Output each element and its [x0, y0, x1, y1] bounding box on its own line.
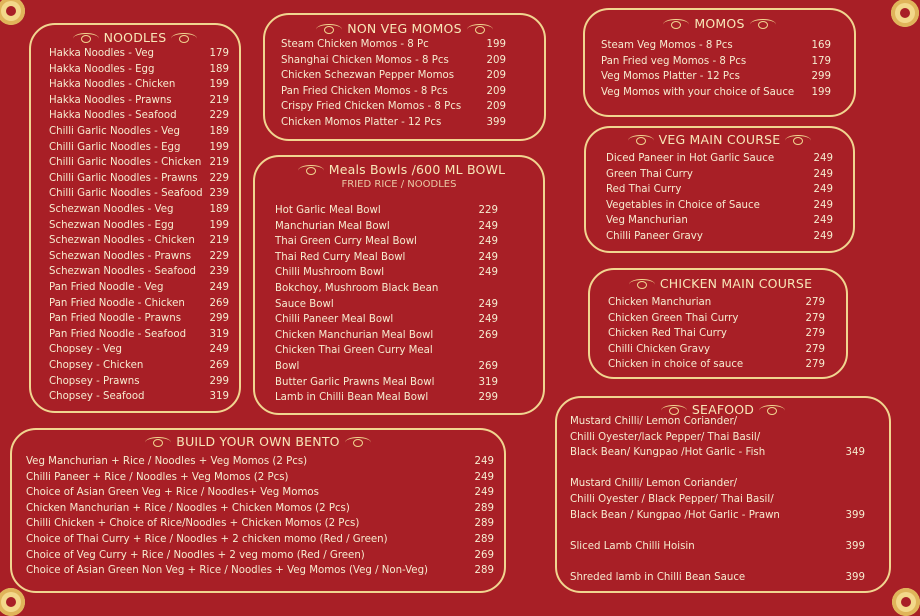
menu-item-name: Pan Fried Chicken Momos - 8 Pcs — [281, 85, 448, 97]
menu-item-name: Chopsey - Seafood — [49, 391, 145, 403]
menu-item-price: 249 — [478, 314, 498, 326]
menu-item-price: 249 — [813, 215, 833, 227]
menu-item-name: Chopsey - Chicken — [49, 360, 144, 371]
menu-item-name: Choice of Asian Green Non Veg + Rice / Noodles + Veg Momos (Veg / Non-Veg) — [26, 565, 429, 577]
noodles-title: NOODLES — [31, 30, 239, 45]
menu-item-price: 199 — [486, 39, 506, 50]
menu-item-name: Choice of Thai Curry + Rice / Noodles + 2 chicken momo (Red / Green) — [26, 534, 388, 545]
menu-item-price: 179 — [811, 55, 831, 67]
menu-item-name: Shreded lamb in Chilli Bean Sauce — [570, 572, 746, 583]
menu-item-price: 249 — [478, 251, 498, 263]
menu-item-name: Veg Momos Platter - 12 Pcs — [601, 71, 740, 83]
menu-item-price: 209 — [486, 101, 506, 113]
menu-item-name: Hakka Noodles - Veg — [49, 48, 155, 59]
menu-item-name: Hakka Noodles - Egg — [49, 63, 155, 75]
menu-item-name: Chilli Garlic Noodles - Veg — [49, 126, 180, 137]
cloud-ornament-icon — [750, 19, 776, 30]
menu-item-name: Sliced Lamb Chilli Hoisin — [570, 540, 695, 552]
menu-item-name: Butter Garlic Prawns Meal Bowl — [275, 376, 435, 388]
menu-item-name: Chicken Thai Green Curry Meal — [275, 345, 433, 357]
menu-item-name: Chicken Manchurian — [608, 297, 712, 308]
menu-item-name: Mustard Chilli/ Lemon Coriander/ — [570, 478, 738, 490]
nonveg-momos-panel — [263, 13, 546, 141]
menu-item-price: 399 — [845, 572, 865, 583]
menu-item-name: Hakka Noodles - Prawns — [49, 94, 172, 106]
menu-item-name: Chilli Paneer + Rice / Noodles + Veg Momos (2 Pcs) — [26, 471, 289, 483]
cloud-ornament-icon — [73, 33, 99, 44]
menu-item-name: Bowl — [275, 361, 300, 372]
menu-item-name: Chilli Mushroom Bowl — [275, 267, 385, 279]
menu-item-price: 199 — [209, 79, 229, 91]
cloud-ornament-icon — [145, 437, 171, 448]
menu-item-price: 219 — [209, 157, 229, 169]
menu-item-name: Pan Fried Noodle - Chicken — [49, 297, 185, 309]
menu-item-price: 269 — [209, 360, 229, 371]
menu-item-price: 319 — [478, 376, 498, 388]
menu-item-name: Chopsey - Prawns — [49, 375, 140, 387]
menu-item-price: 249 — [209, 344, 229, 356]
cloud-ornament-icon — [661, 405, 687, 416]
menu-item-name: Bokchoy, Mushroom Black Bean — [275, 283, 439, 294]
menu-item-price: 289 — [474, 534, 494, 545]
menu-item-name: Chicken in choice of sauce — [608, 359, 744, 371]
menu-item-name: Chilli Garlic Noodles - Chicken — [49, 157, 202, 169]
menu-item-name: Diced Paneer in Hot Garlic Sauce — [606, 153, 775, 164]
menu-item-name: Shanghai Chicken Momos - 8 Pcs — [281, 54, 449, 66]
menu-item-name: Schezwan Noodles - Egg — [49, 219, 174, 231]
menu-item-price: 249 — [474, 487, 494, 499]
corner-ornament-bottom-left — [0, 588, 25, 616]
menu-item-price: 279 — [805, 328, 825, 340]
menu-item-price: 279 — [805, 312, 825, 324]
meals-panel — [253, 155, 545, 415]
cloud-ornament-icon — [663, 19, 689, 30]
chicken-main-panel — [588, 268, 848, 379]
momos-panel — [583, 8, 856, 117]
menu-item-price: 269 — [478, 329, 498, 341]
menu-item-price: 269 — [474, 549, 494, 561]
menu-item-price: 399 — [845, 509, 865, 521]
menu-item-price: 279 — [805, 359, 825, 371]
menu-item-name: Pan Fried Noodle - Veg — [49, 282, 164, 293]
menu-item-name: Chilli Garlic Noodles - Seafood — [49, 188, 203, 200]
menu-item-price: 299 — [209, 375, 229, 387]
menu-item-name: Manchurian Meal Bowl — [275, 220, 390, 232]
menu-item-price: 249 — [813, 184, 833, 196]
cloud-ornament-icon — [628, 135, 654, 146]
seafood-panel — [555, 396, 891, 593]
cloud-ornament-icon — [629, 279, 655, 290]
veg-main-panel — [584, 126, 855, 253]
menu-item-price: 289 — [474, 502, 494, 514]
menu-item-price: 249 — [478, 236, 498, 248]
menu-item-name: Chicken Red Thai Curry — [608, 328, 727, 340]
menu-item-name: Chopsey - Veg — [49, 344, 122, 356]
menu-item-name: Lamb in Chilli Bean Meal Bowl — [275, 392, 429, 404]
menu-item-price: 319 — [209, 391, 229, 403]
menu-item-name: Chilli Oyester / Black Pepper/ Thai Basil/ — [570, 494, 774, 505]
menu-item-price: 249 — [474, 471, 494, 483]
menu-item-name: Schezwan Noodles - Prawns — [49, 250, 192, 262]
menu-item-price: 279 — [805, 297, 825, 308]
cloud-ornament-icon — [298, 165, 324, 176]
meals-title: Meals Bowls /600 ML BOWL — [255, 162, 543, 177]
menu-item-name: Hakka Noodles - Chicken — [49, 79, 176, 91]
menu-item-price: 229 — [209, 172, 229, 184]
menu-item-price: 279 — [805, 343, 825, 355]
menu-item-price: 229 — [209, 110, 229, 122]
menu-item-price: 209 — [486, 54, 506, 66]
menu-item-name: Veg Momos with your choice of Sauce — [601, 86, 795, 98]
menu-item-price: 249 — [813, 153, 833, 164]
noodles-panel — [29, 23, 241, 413]
bento-title: BUILD YOUR OWN BENTO — [12, 434, 504, 449]
menu-item-price: 299 — [811, 71, 831, 83]
menu-item-price: 249 — [474, 456, 494, 467]
momos-title: MOMOS — [585, 16, 854, 31]
menu-item-price: 249 — [478, 220, 498, 232]
menu-item-price: 179 — [209, 48, 229, 59]
menu-item-price: 249 — [813, 199, 833, 211]
menu-item-name: Chicken Green Thai Curry — [608, 312, 739, 324]
menu-item-name: Steam Veg Momos - 8 Pcs — [601, 40, 733, 51]
menu-item-name: Thai Green Curry Meal Bowl — [275, 236, 417, 248]
menu-item-price: 289 — [474, 518, 494, 530]
menu-item-name: Hakka Noodles - Seafood — [49, 110, 177, 122]
menu-item-price: 249 — [478, 298, 498, 310]
menu-item-name: Pan Fried Noodle - Seafood — [49, 328, 187, 340]
menu-item-name: Chilli Paneer Meal Bowl — [275, 314, 394, 326]
menu-item-price: 399 — [486, 117, 506, 128]
menu-item-name: Veg Manchurian — [606, 215, 688, 227]
menu-item-price: 239 — [209, 266, 229, 278]
menu-item-price: 209 — [486, 70, 506, 82]
menu-item-name: Crispy Fried Chicken Momos - 8 Pcs — [281, 101, 462, 113]
menu-item-name: Pan Fried veg Momos - 8 Pcs — [601, 55, 747, 67]
menu-item-price: 209 — [486, 85, 506, 97]
menu-item-price: 229 — [478, 205, 498, 216]
seafood-title: SEAFOOD — [557, 402, 889, 417]
menu-item-name: Green Thai Curry — [606, 168, 693, 180]
menu-item-name: Mustard Chilli/ Lemon Coriander/ — [570, 416, 738, 427]
menu-item-name: Chicken Momos Platter - 12 Pcs — [281, 117, 442, 128]
menu-item-price: 189 — [209, 63, 229, 75]
menu-item-price: 289 — [474, 565, 494, 577]
menu-item-price: 269 — [209, 297, 229, 309]
cloud-ornament-icon — [171, 33, 197, 44]
corner-ornament-top-right — [891, 0, 919, 27]
menu-item-name: Choice of Asian Green Veg + Rice / Noodles+ Veg Momos — [26, 487, 319, 499]
veg-main-title: VEG MAIN COURSE — [586, 132, 853, 147]
menu-item-name: Veg Manchurian + Rice / Noodles + Veg Momos (2 Pcs) — [26, 456, 308, 467]
menu-item-name: Chilli Oyester/lack Pepper/ Thai Basil/ — [570, 431, 761, 443]
menu-item-name: Schezwan Noodles - Veg — [49, 204, 174, 215]
menu-item-price: 349 — [845, 447, 865, 459]
menu-item-name: Red Thai Curry — [606, 184, 682, 196]
cloud-ornament-icon — [467, 24, 493, 35]
menu-item-price: 269 — [478, 361, 498, 372]
cloud-ornament-icon — [759, 405, 785, 416]
menu-item-name: Chilli Garlic Noodles - Prawns — [49, 172, 198, 184]
meals-subtitle: FRIED RICE / NOODLES — [341, 179, 457, 190]
menu-item-name: Steam Chicken Momos - 8 Pc — [281, 39, 429, 50]
menu-item-name: Schezwan Noodles - Chicken — [49, 235, 195, 247]
cloud-ornament-icon — [785, 135, 811, 146]
menu-item-price: 249 — [478, 267, 498, 279]
menu-item-name: Chicken Schezwan Pepper Momos — [281, 70, 455, 82]
menu-item-price: 219 — [209, 94, 229, 106]
menu-item-name: Chicken Manchurian Meal Bowl — [275, 329, 434, 341]
menu-item-name: Sauce Bowl — [275, 298, 334, 310]
menu-item-price: 399 — [845, 540, 865, 552]
chicken-main-title: CHICKEN MAIN COURSE — [590, 276, 846, 291]
menu-item-price: 319 — [209, 328, 229, 340]
menu-item-price: 229 — [209, 250, 229, 262]
menu-item-name: Chilli Garlic Noodles - Egg — [49, 141, 181, 153]
menu-item-price: 249 — [813, 231, 833, 242]
menu-item-price: 299 — [478, 392, 498, 404]
menu-item-name: Chilli Chicken + Choice of Rice/Noodles + Chicken Momos (2 Pcs) — [26, 518, 360, 530]
menu-item-name: Chilli Paneer Gravy — [606, 231, 703, 242]
menu-item-price: 199 — [209, 141, 229, 153]
menu-item-price: 189 — [209, 126, 229, 137]
menu-item-price: 239 — [209, 188, 229, 200]
menu-item-name: Chilli Chicken Gravy — [608, 343, 711, 355]
bento-panel — [10, 428, 506, 593]
menu-item-price: 299 — [209, 313, 229, 325]
menu-item-price: 169 — [811, 40, 831, 51]
menu-item-price: 189 — [209, 204, 229, 215]
menu-item-name: Choice of Veg Curry + Rice / Noodles + 2 veg momo (Red / Green) — [26, 549, 365, 561]
menu-item-price: 249 — [209, 282, 229, 293]
cloud-ornament-icon — [316, 24, 342, 35]
menu-item-name: Pan Fried Noodle - Prawns — [49, 313, 182, 325]
menu-item-price: 199 — [209, 219, 229, 231]
menu-item-name: Vegetables in Choice of Sauce — [606, 199, 760, 211]
menu-item-price: 219 — [209, 235, 229, 247]
corner-ornament-top-left — [0, 0, 25, 25]
menu-item-name: Black Bean / Kungpao /Hot Garlic - Prawn — [570, 509, 780, 521]
menu-item-name: Thai Red Curry Meal Bowl — [275, 251, 406, 263]
menu-item-name: Black Bean/ Kungpao /Hot Garlic - Fish — [570, 447, 766, 459]
menu-item-name: Chicken Manchurian + Rice / Noodles + Chicken Momos (2 Pcs) — [26, 502, 350, 514]
nonveg-momos-title: NON VEG MOMOS — [265, 21, 544, 36]
cloud-ornament-icon — [345, 437, 371, 448]
menu-item-price: 199 — [811, 86, 831, 98]
menu-item-name: Hot Garlic Meal Bowl — [275, 205, 381, 216]
menu-item-price: 249 — [813, 168, 833, 180]
menu-item-name: Schezwan Noodles - Seafood — [49, 266, 197, 278]
corner-ornament-bottom-right — [892, 588, 920, 616]
